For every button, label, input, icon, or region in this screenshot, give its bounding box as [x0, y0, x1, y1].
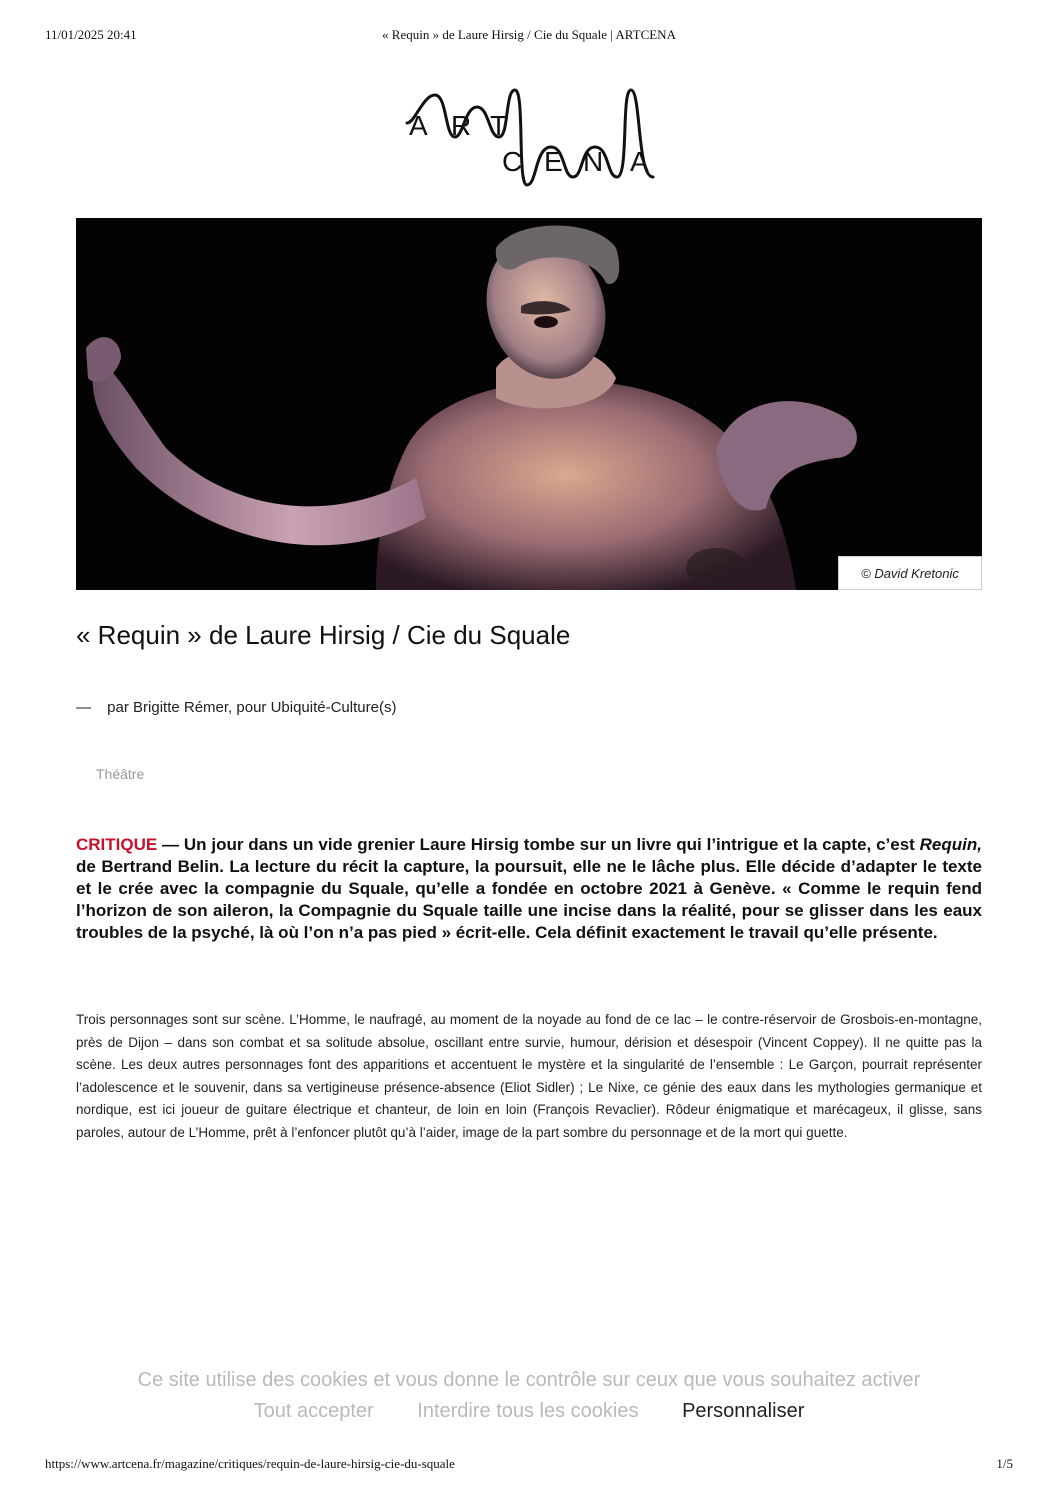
logo-letter-a1: A: [409, 110, 428, 141]
accept-all-cookies-button[interactable]: Tout accepter: [253, 1400, 374, 1422]
logo-letter-a2: A: [630, 146, 649, 177]
critique-label: CRITIQUE: [76, 835, 158, 854]
lead-text-part2: de Bertrand Belin. La lecture du récit la capture, la poursuit, elle ne le lâche plus. Elle décide d’adapter le texte et le crée avec la compagnie du Squale, qu’elle a fondée en octobre 2021 à Genève. « Comme le requin fend l’horizon de son aileron, la Compagnie du Squale taille une incise dans la réalité, pour se glisser dans les eaux troubles de la psyché, là où l’on n’a pas pied » écrit-elle. Cela définit exactement le travail qu’elle présente.: [76, 857, 982, 942]
lead-text-part1: Un jour dans un vide grenier Laure Hirsig tombe sur un livre qui l’intrigue et la capte, c’est: [183, 835, 920, 854]
cookie-banner: [0, 1366, 1058, 1426]
print-header: [45, 27, 1013, 47]
print-url: https://www.artcena.fr/magazine/critiques/requin-de-laure-hirsig-cie-du-squale: [45, 1456, 455, 1471]
logo-letter-n: N: [583, 146, 604, 177]
customize-cookies-button[interactable]: Personnaliser: [682, 1400, 805, 1422]
lead-book-title: Requin,: [919, 835, 982, 854]
byline: [76, 699, 396, 716]
print-footer: [45, 1456, 1013, 1476]
print-page-number: 1/5: [996, 1456, 1013, 1471]
article-paragraph: Trois personnages sont sur scène. L’Homme, le naufragé, au moment de la noyade au fond de ce lac – le contre-réservoir de Grosbois-en-montagne, près de Dijon – dans son combat et sa solitude absolue, oscillant entre survie, humour, dérision et désespoir (Vincent Coppey). Il ne quitte pas la scène. Les deux autres personnages font des apparitions et accentuent le mystère et la singularité de l’ensemble : Le Garçon, pourrait représenter l’adolescence et le souvenir, dans sa vertigineuse présence-absence (Eliot Sidler) ; Le Nixe, ce génie des eaux dans les mythologies germanique et nordique, est ici joueur de guitare électrique et chanteur, de loin en loin (François Revaclier). Rôdeur énigmatique et marécageux, il glisse, sans paroles, autour de L’Homme, prêt à l’enfoncer plutôt qu’à l’aider, image de la part sombre du personnage et de la mort qui guette.: [76, 1012, 982, 1140]
cookie-message: Ce site utilise des cookies et vous donne le contrôle sur ceux que vous souhaitez activer: [137, 1369, 921, 1391]
article-lead: [76, 834, 982, 944]
lead-separator: —: [157, 835, 184, 854]
artcena-logo-mark: [405, 85, 655, 195]
logo-letter-c: C: [502, 146, 523, 177]
byline-dash: —: [76, 699, 91, 716]
logo-letter-e: E: [544, 146, 563, 177]
deny-all-cookies-button[interactable]: Interdire tous les cookies: [417, 1400, 639, 1422]
logo-letter-t: T: [490, 110, 508, 141]
category-tag[interactable]: Théâtre: [96, 766, 145, 782]
article-title: « Requin » de Laure Hirsig / Cie du Squale: [76, 620, 571, 650]
logo-letter-r: R: [451, 110, 472, 141]
byline-author[interactable]: par Brigitte Rémer, pour Ubiquité-Culture(s): [107, 699, 397, 716]
hero-photo-illustration: [76, 218, 982, 590]
photo-credit: © David Kretonic: [838, 556, 982, 590]
cookie-actions: [0, 1396, 1058, 1426]
artcena-logo[interactable]: [405, 85, 655, 195]
print-datetime: 11/01/2025 20:41: [45, 27, 137, 42]
print-page-title: « Requin » de Laure Hirsig / Cie du Squale | ARTCENA: [382, 27, 676, 42]
hero-photo: [76, 218, 982, 590]
